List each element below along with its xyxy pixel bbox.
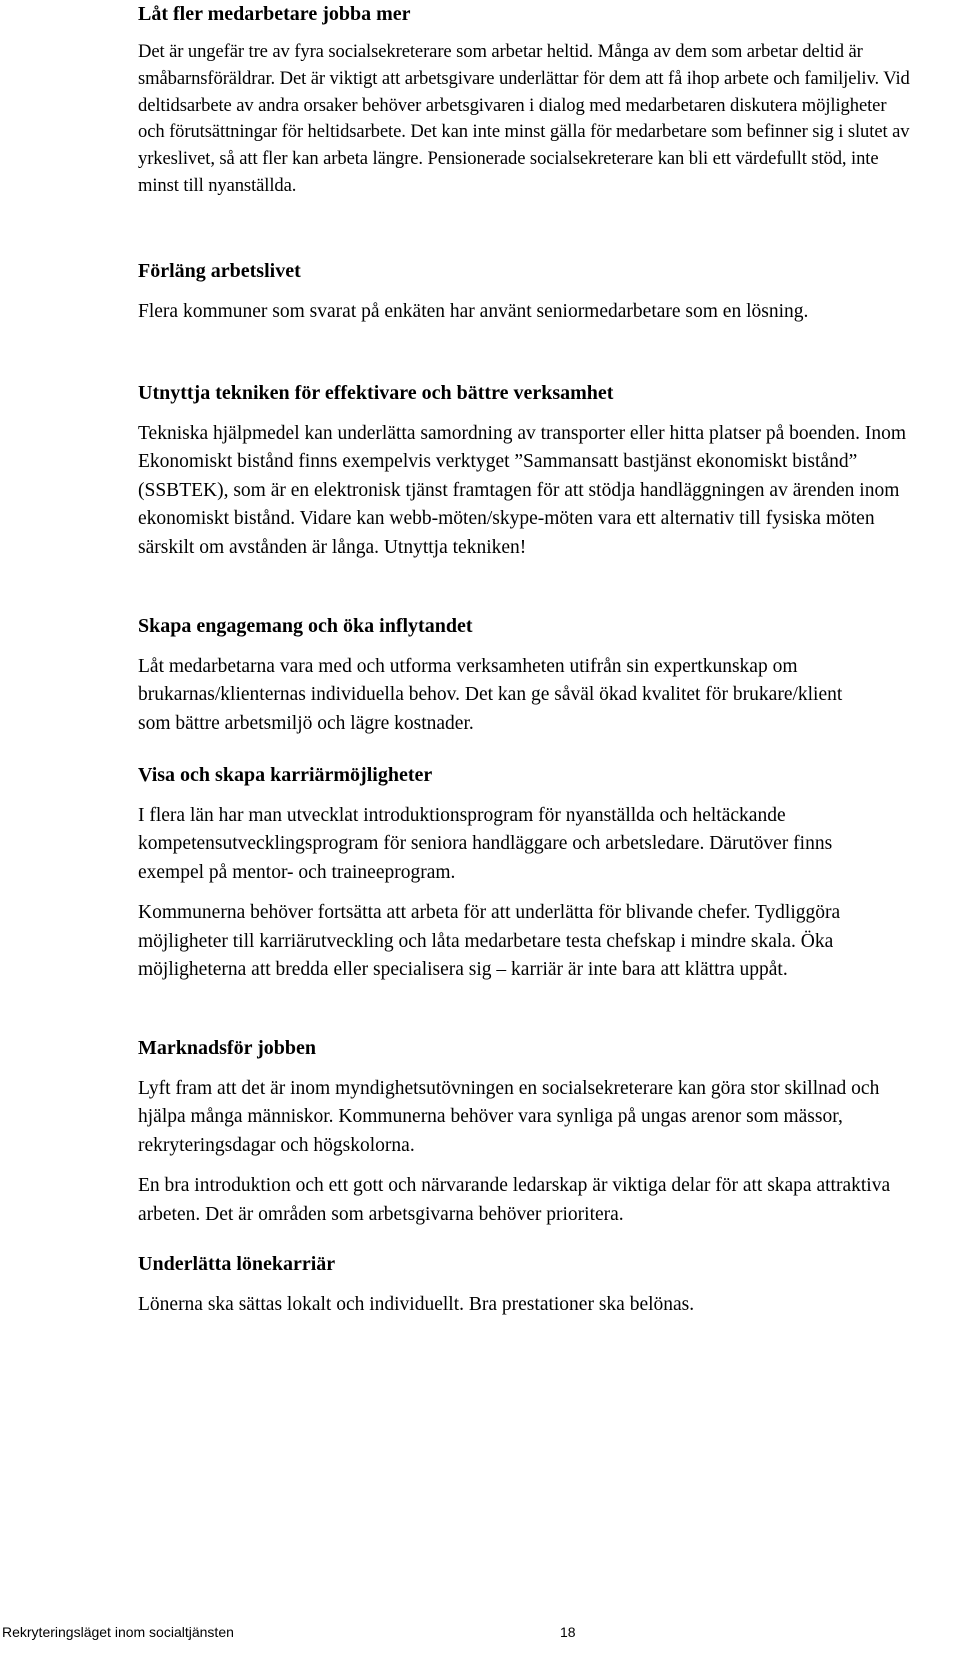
section-paragraph: Flera kommuner som svarat på enkäten har använt seniormedarbetare som en lösning. xyxy=(138,301,809,322)
section-lat-fler-medarbetare xyxy=(138,0,918,200)
section-karriarmojligheter xyxy=(138,762,918,984)
section-heading: Marknadsför jobben xyxy=(138,1037,316,1059)
section-paragraph: Det är ungefär tre av fyra socialsekreterare som arbetar heltid. Många av dem som arbetar deltid är småbarnsföräldrar. Det är viktigt att arbetsgivare underlättar för dem att få ihop arbete och familjeliv. Vid deltidsarbete av andra orsaker behöver arbetsgivaren i dialog med medarbetaren diskutera möjligheter och förutsättningar för heltidsarbete. Det kan inte minst gälla för medarbetare som befinner sig i slutet av yrkeslivet, så att fler kan arbeta längre. Pensionerade socialsekreterare kan bli ett värdefullt stöd, inte minst till nyanställda. xyxy=(138,41,910,196)
page-footer xyxy=(0,1624,960,1648)
section-marknadsfor-jobben xyxy=(138,1035,918,1229)
section-heading: Underlätta lönekarriär xyxy=(138,1253,336,1275)
section-paragraph: Lönerna ska sättas lokalt och individuellt. Bra prestationer ska belönas. xyxy=(138,1294,695,1315)
section-underlatta-lonekarriar xyxy=(138,1251,918,1319)
section-paragraph: Lyft fram att det är inom myndighetsutövningen en socialsekreterare kan göra stor skillnad och hjälpa många människor. Kommunerna behöver vara synliga på ungas arenor som mässor, rekryteringsdagar och högskolorna. xyxy=(138,1078,880,1156)
section-forlang-arbetslivet xyxy=(138,258,918,326)
section-heading: Visa och skapa karriärmöjligheter xyxy=(138,764,433,786)
section-paragraph: En bra introduktion och ett gott och närvarande ledarskap är viktiga delar för att skapa attraktiva arbeten. Det är områden som arbetsgivarna behöver prioritera. xyxy=(138,1175,891,1225)
section-utnyttja-tekniken xyxy=(138,380,918,562)
footer-page-number: 18 xyxy=(560,1624,576,1640)
section-heading: Förläng arbetslivet xyxy=(138,260,301,282)
section-heading: Låt fler medarbetare jobba mer xyxy=(138,3,411,25)
section-heading: Skapa engagemang och öka inflytandet xyxy=(138,615,473,637)
section-heading: Utnyttja tekniken för effektivare och bättre verksamhet xyxy=(138,382,614,404)
section-paragraph: Låt medarbetarna vara med och utforma verksamheten utifrån sin expertkunskap om brukarnas/klienternas individuella behov. Det kan ge såväl ökad kvalitet för brukare/klient som bättre arbetsmiljö och lägre kostnader. xyxy=(138,656,843,734)
section-paragraph: Tekniska hjälpmedel kan underlätta samordning av transporter eller hitta platser på boenden. Inom Ekonomiskt bistånd finns exempelvis verktyget ”Sammansatt bastjänst ekonomiskt bistånd” (SSBTEK), som är en elektronisk tjänst framtagen för att stödja handläggningen av ärenden inom ekonomiskt bistånd. Vidare kan webb-möten/skype-möten vara ett alternativ till fysiska möten särskilt om avstånden är långa. Utnyttja tekniken! xyxy=(138,423,907,558)
section-paragraph: I flera län har man utvecklat introduktionsprogram för nyanställda och heltäckande kompetensutvecklingsprogram för seniora handläggare och arbetsledare. Därutöver finns exempel på mentor- och traineeprogram. xyxy=(138,805,833,883)
section-skapa-engagemang xyxy=(138,613,918,738)
footer-document-title: Rekryteringsläget inom socialtjänsten xyxy=(2,1624,234,1640)
section-paragraph: Kommunerna behöver fortsätta att arbeta för att underlätta för blivande chefer. Tydliggöra möjligheter till karriärutveckling och låta medarbetare testa chefskap i mindre skala. Öka möjligheterna att bredda eller specialisera sig – karriär är inte bara att klättra uppåt. xyxy=(138,902,841,981)
